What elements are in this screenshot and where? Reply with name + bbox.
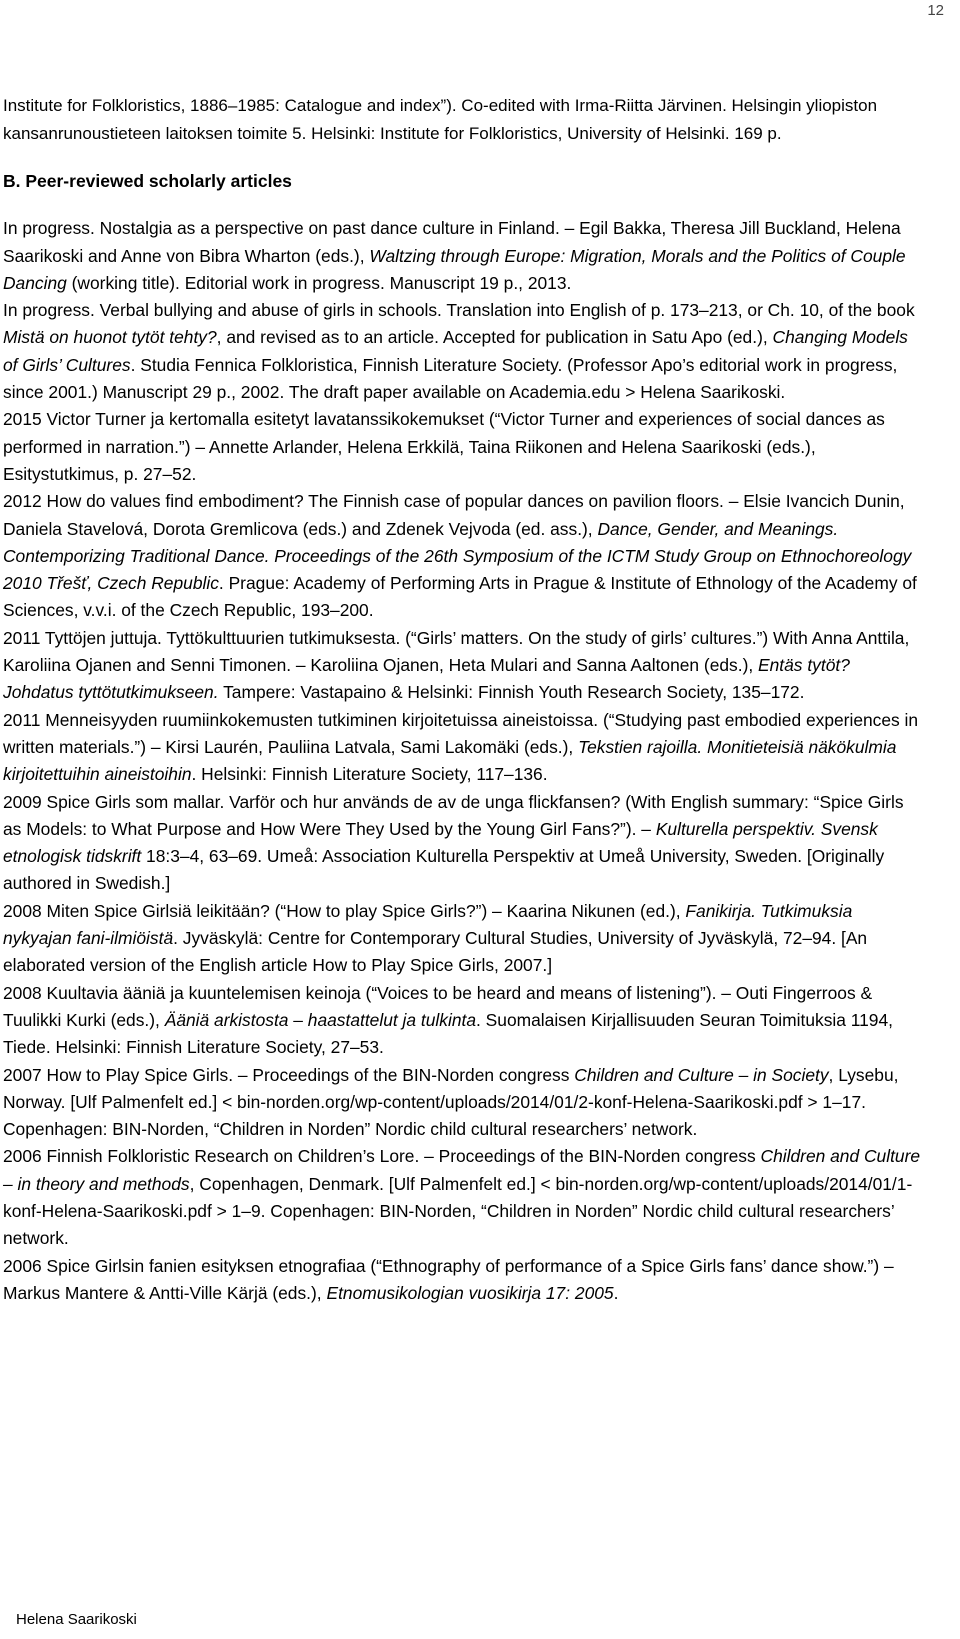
continued-entry: Institute for Folkloristics, 1886–1985: Catalogue and index”). Co-edited with Irma-Riitta Järvinen. Helsingin yliopiston kansanrunoustieteen laitoksen toimite 5. Helsinki: Institute for Folkloristics, University of Helsinki. 169 p.	[3, 96, 878, 143]
entry-text: In progress. Nostalgia as a perspective on past dance culture in Finland. – Egil Bakka, Theresa Jill Buckland, Helena Saarikoski and Anne von Bibra Wharton (eds.),	[3, 218, 901, 266]
entry-text: 2012 How do values find embodiment? The Finnish case of popular dances on pavilion floors. – Elsie Ivancich Dunin, Daniela Stavelová, Dorota Gremlicova (eds.) and Zdenek Vejvoda (ed. ass.),	[3, 491, 905, 539]
publication-list	[3, 215, 921, 1307]
entry-text: 2009 Spice Girls som mallar. Varför och hur används de av de unga flickfansen? (With English summary: “Spice Girls as Models: to What Purpose and How Were They Used by the Young Girl Fans?”). –	[3, 791, 904, 839]
entry-text: 2007 How to Play Spice Girls. – Proceedings of the BIN-Norden congress	[3, 1064, 575, 1085]
entry-text: (working title). Editorial work in progress. Manuscript 19 p., 2013.	[66, 272, 572, 293]
entry-title-italic: Etnomusikologian vuosikirja 17: 2005	[326, 1282, 614, 1303]
entry-text: . Suomalaisen Kirjallisuuden Seuran Toimituksia 1194, Tiede. Helsinki: Finnish Literature Society, 27–53.	[3, 1009, 893, 1058]
entry-text: 18:3–4, 63–69. Umeå: Association Kulturella Perspektiv at Umeå University, Sweden. [Originally authored in Swedish.]	[3, 846, 885, 894]
publication-entry	[3, 1253, 921, 1308]
entry-title-italic: Mistä on huonot tytöt tehty?	[3, 327, 217, 348]
entry-text: Tampere: Vastapaino & Helsinki: Finnish Youth Research Society, 135–172.	[218, 682, 805, 703]
entry-text: , and revised as to an article. Accepted for publication in Satu Apo (ed.),	[216, 327, 773, 348]
footer-author: Helena Saarikoski	[16, 1611, 137, 1628]
entry-text: 2015 Victor Turner ja kertomalla esitetyt lavatanssikokemukset (“Victor Turner and experiences of social dances as performed in narration.”) – Annette Arlander, Helena Erkkilä, Taina Riikonen and Helena Saarikoski (eds.), Esitystutkimus, p. 27–52.	[3, 409, 885, 484]
entry-text: . Prague: Academy of Performing Arts in Prague & Institute of Ethnology of the Academy of Sciences, v.v.i. of the Czech Republic, 193–200.	[3, 573, 917, 621]
entry-text: . Jyväskylä: Centre for Contemporary Cultural Studies, University of Jyväskylä, 72–94. [An elaborated version of the English article How to Play Spice Girls, 2007.]	[3, 928, 868, 976]
entry-title-italic: Waltzing through Europe: Migration, Morals and the Politics of Couple Dancing	[3, 245, 906, 293]
publication-entry	[3, 406, 921, 488]
publication-entry	[3, 898, 921, 980]
publication-entry	[3, 297, 921, 406]
entry-title-italic: Entäs tytöt? Johdatus tyttötutkimukseen.	[3, 655, 850, 703]
section-heading: B. Peer-reviewed scholarly articles	[3, 171, 292, 191]
publication-entry	[3, 625, 921, 707]
entry-text: 2008 Miten Spice Girlsiä leikitään? (“How to play Spice Girls?”) – Kaarina Nikunen (ed.),	[3, 900, 686, 921]
entry-text: . Helsinki: Finnish Literature Society, 117–136.	[191, 764, 548, 785]
publication-entry	[3, 1062, 921, 1144]
publication-entry	[3, 215, 921, 297]
entry-text: In progress. Verbal bullying and abuse of girls in schools. Translation into English of p. 173–213, or Ch. 10, of the book	[3, 300, 915, 321]
entry-title-italic: Changing Models of Girls’ Cultures	[3, 327, 908, 375]
entry-text: 2006 Finnish Folkloristic Research on Children’s Lore. – Proceedings of the BIN-Norden congress	[3, 1146, 761, 1167]
entry-text: 2006 Spice Girlsin fanien esityksen etnografiaa (“Ethnography of performance of a Spice Girls fans’ dance show.”) – Markus Mantere & Antti-Ville Kärjä (eds.),	[3, 1255, 894, 1303]
publication-entry	[3, 980, 921, 1062]
entry-title-italic: Kulturella perspektiv. Svensk etnologisk tidskrift	[3, 818, 878, 867]
publication-entry	[3, 488, 921, 624]
publication-entry	[3, 1143, 921, 1252]
entry-text: , Copenhagen, Denmark. [Ulf Palmenfelt ed.] < bin-norden.org/wp-content/uploads/2014/01/1-konf-Helena-Saarikoski.pdf > 1–9. Copenhagen: BIN-Norden, “Children in Norden” Nordic child cultural researchers’ network.	[3, 1173, 913, 1249]
entry-text: .	[613, 1282, 619, 1303]
entry-text: 2011 Menneisyyden ruumiinkokemusten tutkiminen kirjoitetuissa aineistoissa. (“Studying past embodied experiences in written materials.”) – Kirsi Laurén, Pauliina Latvala, Sami Lakomäki (eds.),	[3, 709, 919, 757]
entry-text: 2008 Kuultavia ääniä ja kuuntelemisen keinoja (“Voices to be heard and means of listening”). – Outi Fingerroos & Tuulikki Kurki (eds.),	[3, 982, 873, 1030]
entry-title-italic: Children and Culture – in Society	[574, 1064, 829, 1085]
entry-title-italic: Children and Culture – in theory and methods	[3, 1146, 921, 1194]
entry-title-italic: Tekstien rajoilla. Monitieteisiä näkökulmia kirjoitettuihin aineistoihin	[3, 736, 897, 785]
publication-entry	[3, 707, 921, 789]
entry-title-italic: Dance, Gender, and Meanings. Contemporizing Traditional Dance. Proceedings of the 26th Symposium of the ICTM Study Group on Ethnochoreology 2010 Třešť, Czech Republic	[3, 518, 912, 594]
entry-text: . Studia Fennica Folkloristica, Finnish Literature Society. (Professor Apo’s editorial work in progress, since 2001.) Manuscript 29 p., 2002. The draft paper available on Academia.edu > Helena Saarikoski.	[3, 354, 898, 403]
entry-title-italic: Fanikirja. Tutkimuksia nykyajan fani-ilmiöistä	[3, 900, 853, 949]
page-number: 12	[927, 2, 944, 19]
entry-title-italic: Ääniä arkistosta – haastattelut ja tulkinta	[164, 1009, 477, 1030]
document-body	[3, 92, 921, 1307]
entry-text: , Lysebu, Norway. [Ulf Palmenfelt ed.] < bin-norden.org/wp-content/uploads/2014/01/2-konf-Helena-Saarikoski.pdf > 1–17. Copenhagen: BIN-Norden, “Children in Norden” Nordic child cultural researchers’ network.	[3, 1064, 899, 1140]
entry-text: 2011 Tyttöjen juttuja. Tyttökulttuurien tutkimuksesta. (“Girls’ matters. On the study of girls’ cultures.”) With Anna Anttila, Karoliina Ojanen and Senni Timonen. – Karoliina Ojanen, Heta Mulari and Sanna Aaltonen (eds.),	[3, 627, 910, 676]
publication-entry	[3, 789, 921, 898]
